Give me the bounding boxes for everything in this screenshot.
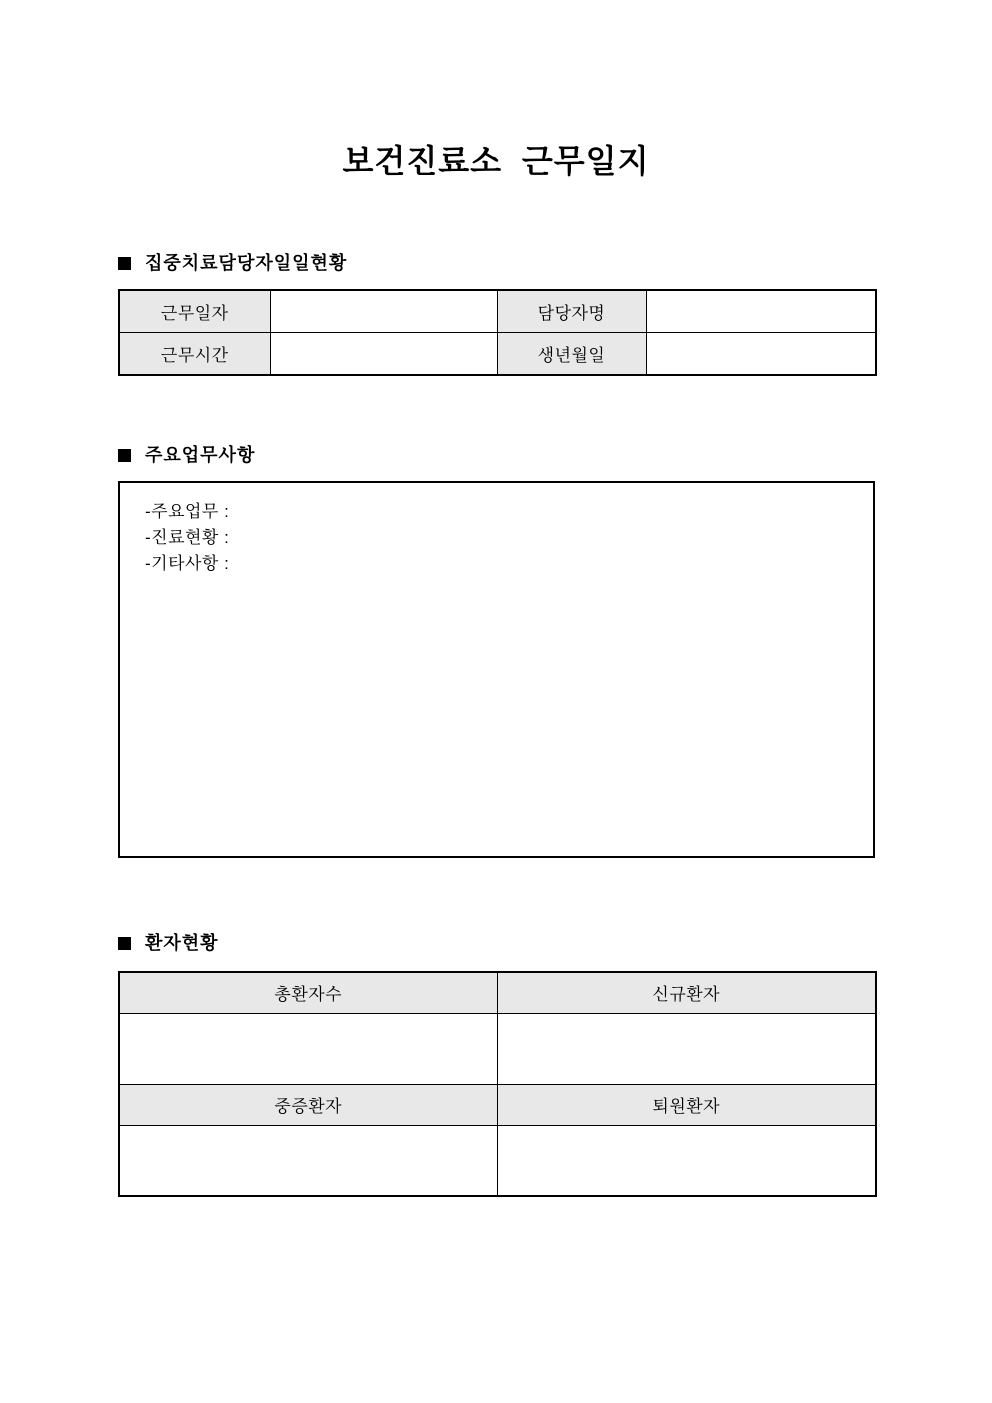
section-heading-main-tasks xyxy=(118,443,255,467)
patient-status-table xyxy=(118,971,877,1197)
field-value-total-patients xyxy=(119,1013,497,1084)
table-row xyxy=(119,332,876,375)
task-line-other-notes: -기타사항 : xyxy=(145,554,230,573)
field-label-severe-patients: 중증환자 xyxy=(119,1084,497,1125)
field-label-work-date: 근무일자 xyxy=(119,290,270,332)
table-row xyxy=(119,1084,876,1125)
section-heading-daily-status xyxy=(118,251,347,275)
field-value-discharged-patients xyxy=(497,1125,876,1196)
field-value-work-date xyxy=(270,290,497,332)
task-line-main-duty: -주요업무 : xyxy=(145,502,230,521)
field-value-severe-patients xyxy=(119,1125,497,1196)
table-row xyxy=(119,1125,876,1196)
table-row xyxy=(119,972,876,1013)
section-heading-label: 환자현황 xyxy=(145,933,219,953)
field-value-new-patients xyxy=(497,1013,876,1084)
main-tasks-box xyxy=(118,481,875,858)
field-value-work-hours xyxy=(270,332,497,375)
section-bullet-icon xyxy=(118,937,131,950)
field-value-birth-date xyxy=(646,332,876,375)
section-bullet-icon xyxy=(118,257,131,270)
field-label-staff-name: 담당자명 xyxy=(497,290,646,332)
daily-status-table xyxy=(118,289,877,376)
section-heading-patient-status xyxy=(118,931,219,955)
section-heading-label: 집중치료담당자일일현황 xyxy=(145,253,348,273)
page-title: 보건진료소 근무일지 xyxy=(342,143,650,179)
task-line-treatment-status: -진료현황 : xyxy=(145,528,230,547)
field-value-staff-name xyxy=(646,290,876,332)
table-row xyxy=(119,290,876,332)
field-label-new-patients: 신규환자 xyxy=(497,972,876,1013)
table-row xyxy=(119,1013,876,1084)
field-label-work-hours: 근무시간 xyxy=(119,332,270,375)
field-label-discharged-patients: 퇴원환자 xyxy=(497,1084,876,1125)
section-heading-label: 주요업무사항 xyxy=(145,445,256,465)
field-label-birth-date: 생년월일 xyxy=(497,332,646,375)
section-bullet-icon xyxy=(118,449,131,462)
field-label-total-patients: 총환자수 xyxy=(119,972,497,1013)
